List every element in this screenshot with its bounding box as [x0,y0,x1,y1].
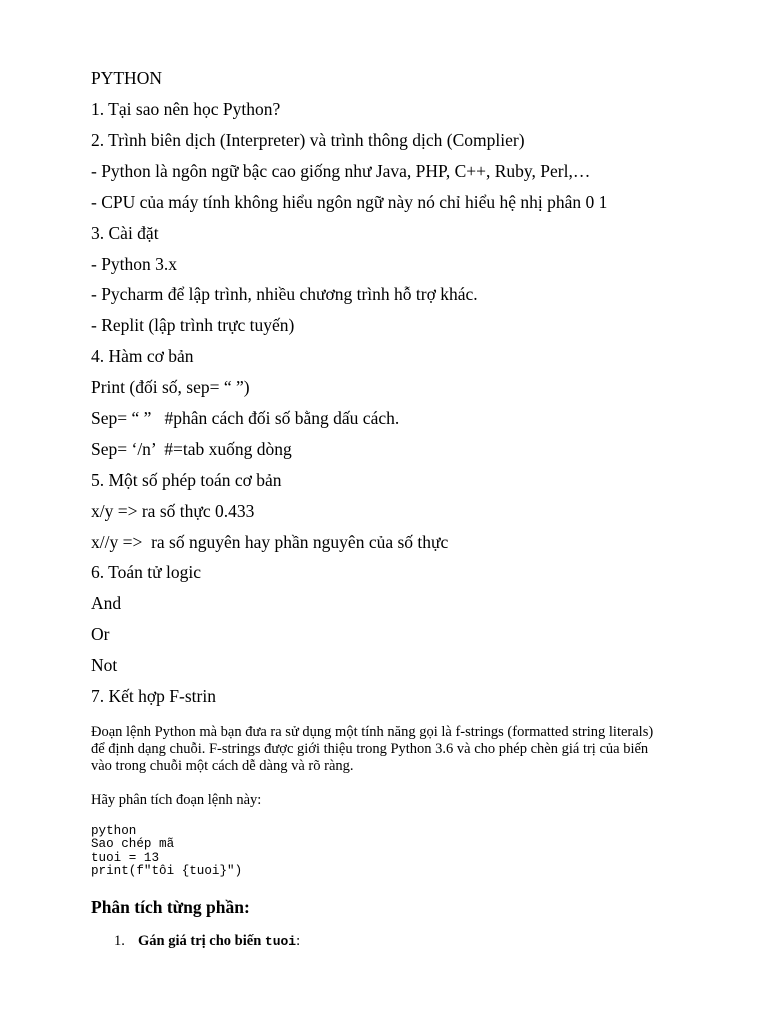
division-note: x/y => ra số thực 0.433 [91,501,255,521]
explanation-paragraph-line-2: để định dạng chuỗi. F-strings được giới thiệu trong Python 3.6 và cho phép chèn giá trị của biến [91,741,649,757]
bullet-replit: - Replit (lập trình trực tuyến) [91,315,295,335]
bullet-python3: - Python 3.x [91,254,178,274]
heading-install: 3. Cài đặt [91,223,159,243]
explanation-paragraph-line-3: vào trong chuỗi một cách dễ dàng và rõ ràng. [91,758,354,774]
sep-newline-note: Sep= ‘/n’ #=tab xuống dòng [91,439,292,459]
list-item-number: 1. [114,933,125,949]
heading-compiler-interpreter: 2. Trình biên dịch (Interpreter) và trình thông dịch (Complier) [91,130,525,150]
bullet-pycharm: - Pycharm để lập trình, nhiều chương trình hỗ trợ khác. [91,284,478,304]
heading-operators: 5. Một số phép toán cơ bản [91,470,282,490]
code-line-print: print(f"tôi {tuoi}") [91,864,243,878]
code-language-label: python [91,824,137,838]
heading-logic-operators: 6. Toán tử logic [91,562,202,582]
heading-basic-functions: 4. Hàm cơ bản [91,346,194,366]
doc-title: PYTHON [91,68,162,88]
logic-not: Not [91,655,118,675]
list-item-suffix: : [296,933,301,949]
analysis-prompt: Hãy phân tích đoạn lệnh này: [91,792,262,808]
code-line-assign: tuoi = 13 [91,851,160,865]
list-item-code: tuoi [264,934,297,949]
floor-division-note: x//y => ra số nguyên hay phần nguyên của số thực [91,532,449,552]
logic-and: And [91,593,122,613]
copy-code-label[interactable]: Sao chép mã [91,837,175,851]
bullet-cpu-binary: - CPU của máy tính không hiểu ngôn ngữ này nó chỉ hiểu hệ nhị phân 0 1 [91,192,608,212]
logic-or: Or [91,624,110,644]
list-item-label: Gán giá trị cho biến [138,933,265,949]
bullet-high-level-language: - Python là ngôn ngữ bậc cao giống như Java, PHP, C++, Ruby, Perl,… [91,161,591,181]
explanation-paragraph-line-1: Đoạn lệnh Python mà bạn đưa ra sử dụng một tính năng gọi là f-strings (formatted string literals) [91,724,654,740]
heading-fstring: 7. Kết hợp F-strin [91,686,216,706]
list-item [114,934,300,949]
sep-space-note: Sep= “ ” #phân cách đối số bằng dấu cách. [91,408,400,428]
analysis-heading: Phân tích từng phần: [91,897,250,917]
heading-why-python: 1. Tại sao nên học Python? [91,99,281,119]
print-signature: Print (đối số, sep= “ ”) [91,377,250,397]
